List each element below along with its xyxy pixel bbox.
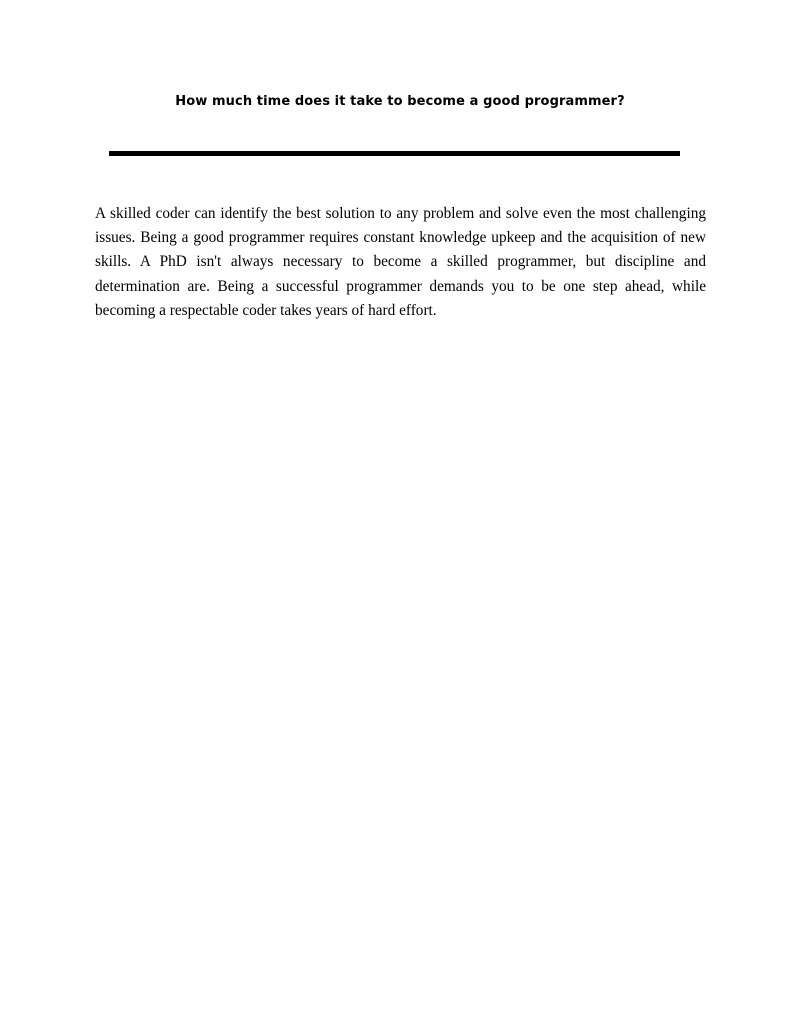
- body-paragraph: A skilled coder can identify the best solution to any problem and solve even the most challenging issues. Being a good programmer requires constant knowledge upkeep and the acquisition of new skills. A PhD isn't always necessary to become a skilled programmer, but discipline and determination are. Being a successful programmer demands you to be one step ahead, while becoming a respectable coder takes years of hard effort.: [95, 205, 706, 319]
- title-underline-divider: [109, 151, 680, 156]
- document-title: How much time does it take to become a good programmer?: [175, 94, 625, 109]
